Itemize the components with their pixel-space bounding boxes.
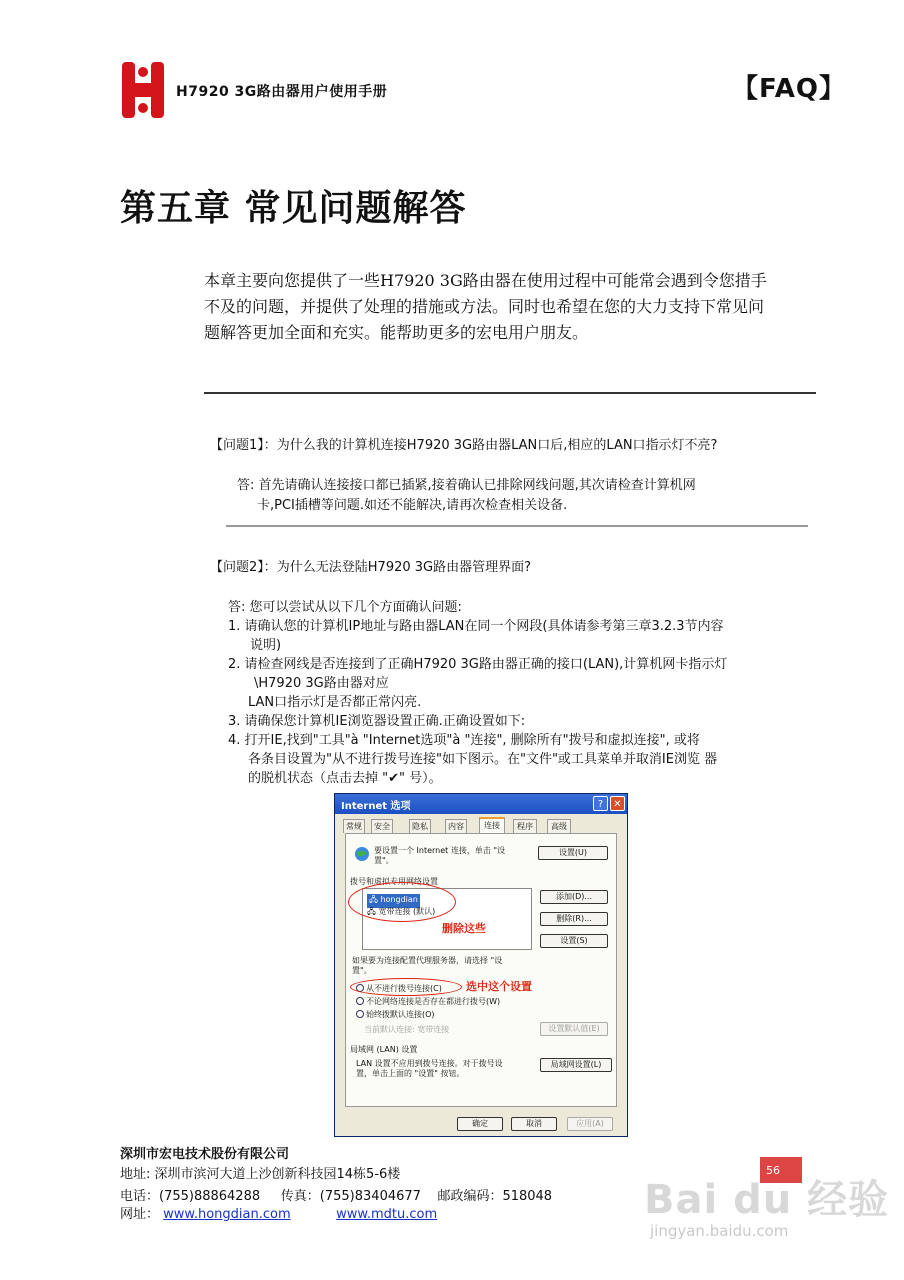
- item-number: 1.: [228, 619, 241, 634]
- dialog-title: Internet 选项: [341, 801, 411, 812]
- contact-line: [120, 1185, 552, 1204]
- lan-settings-button[interactable]: 局域网设置(L): [540, 1058, 612, 1072]
- tab-advanced[interactable]: 高级: [547, 819, 571, 833]
- phone: 电话：(755)88864288: [120, 1189, 261, 1204]
- annotation-oval: [348, 882, 456, 922]
- current-default-connection: 当前默认连接: 宽带连接: [364, 1025, 450, 1034]
- item-text: 打开IE,找到"工具"à "Internet选项"à "连接", 删除所有"拨号和虚拟连接", 或将: [244, 733, 700, 748]
- cancel-button[interactable]: 取消: [511, 1117, 557, 1131]
- company-logo: [122, 62, 164, 118]
- lan-text: LAN 设置不应用到拨号连接。对于拨号设: [356, 1059, 503, 1068]
- web-label: 网址：: [120, 1207, 160, 1222]
- tab-content[interactable]: 内容: [445, 819, 467, 833]
- remove-button[interactable]: 删除(R)...: [540, 912, 608, 926]
- lan-group-label: 局域网 (LAN) 设置: [350, 1045, 418, 1054]
- item-text: 请确认您的计算机IP地址与路由器LAN在同一个网段(具体请参考第三章3.2.3节内容: [244, 619, 724, 634]
- intro-line: 题解答更加全面和充实。能帮助更多的宏电用户朋友。: [204, 323, 589, 342]
- tab-programs[interactable]: 程序: [513, 819, 537, 833]
- divider: [226, 525, 808, 527]
- doc-title: H7920 3G路由器用户使用手册: [176, 84, 388, 100]
- annotation-delete: 删除这些: [442, 922, 486, 935]
- ok-button[interactable]: 确定: [457, 1117, 503, 1131]
- item-number: 2.: [228, 657, 241, 672]
- dialog-titlebar: [335, 794, 627, 814]
- answer-item-4: [228, 731, 828, 750]
- item-text: 请确保您计算机IE浏览器设置正确.正确设置如下:: [244, 714, 526, 729]
- answer-2: [228, 598, 828, 788]
- chapter-title: 第五章 常见问题解答: [120, 187, 467, 229]
- radio-dial-when-no-net-label: 不论网络连接是否存在都进行拨号(W): [366, 997, 501, 1006]
- baidu-watermark-url: jingyan.baidu.com: [650, 1222, 789, 1240]
- tab-connections[interactable]: 连接: [479, 817, 505, 834]
- set-default-button[interactable]: 设置默认值(E): [540, 1022, 608, 1036]
- proxy-text: 如果要为连接配置代理服务器，请选择 "设置"。: [352, 956, 503, 975]
- radio-never-label: 从不进行拨号连接(C): [366, 984, 442, 993]
- divider: [204, 392, 816, 394]
- tab-privacy[interactable]: 隐私: [409, 819, 431, 833]
- help-button[interactable]: ?: [593, 796, 608, 811]
- item-number: 3.: [228, 714, 241, 729]
- item-text: 请检查网线是否连接到了正确H7920 3G路由器正确的接口(LAN),计算机网卡指示灯: [244, 657, 728, 672]
- faq-tag: 【FAQ】: [732, 74, 847, 104]
- setup-button[interactable]: 设置(U): [538, 846, 608, 860]
- connection-icon: 🖧: [369, 895, 378, 904]
- answer-intro: 答: 您可以尝试从以下几个方面确认问题:: [228, 600, 462, 615]
- apply-button[interactable]: 应用(A): [567, 1117, 613, 1131]
- connection-name: 宽带连接 (默认): [378, 907, 436, 916]
- company-address: 地址: 深圳市滨河大道上沙创新科技园14栋5-6楼: [120, 1167, 401, 1182]
- item-number: 4.: [228, 733, 241, 748]
- tab-security[interactable]: 安全: [371, 819, 393, 833]
- answer-line: 答: 首先请确认连接接口都已插紧,接着确认已排除网线问题,其次请检查计算机网: [237, 478, 696, 493]
- answer-item-1: [228, 617, 828, 636]
- postcode: 邮政编码：518048: [437, 1189, 553, 1204]
- radio-dial-when-no-net[interactable]: [356, 997, 364, 1005]
- question-1: 【问题1】：为什么我的计算机连接H7920 3G路由器LAN口后,相应的LAN口指示灯不亮?: [210, 438, 718, 453]
- intro-line: 不及的问题，并提供了处理的措施或方法。同时也希望在您的大力支持下常见问: [204, 297, 765, 316]
- connection-name: hongdian: [380, 895, 418, 904]
- tab-general[interactable]: 常规: [343, 819, 365, 833]
- intro-line: 本章主要向您提供了一些H7920 3G路由器在使用过程中可能常会遇到令您措手: [204, 271, 767, 290]
- dialup-group-label: 拨号和虚拟专用网络设置: [350, 877, 438, 886]
- answer-line: 卡,PCI插槽等问题.如还不能解决,请再次检查相关设备.: [257, 498, 568, 513]
- answer-item-2-cont: LAN口指示灯是否都正常闪亮.: [248, 695, 422, 710]
- link-mdtu[interactable]: www.mdtu.com: [336, 1207, 438, 1222]
- settings-button[interactable]: 设置(S): [540, 934, 608, 948]
- company-name: 深圳市宏电技术股份有限公司: [120, 1147, 290, 1162]
- connection-icon: 🖧: [367, 907, 376, 916]
- question-2: 【问题2】：为什么无法登陆H7920 3G路由器管理界面?: [210, 560, 532, 575]
- connections-panel: [345, 833, 617, 1107]
- baidu-watermark: Bai du 经验: [644, 1177, 890, 1223]
- annotation-select: 选中这个设置: [466, 980, 532, 993]
- page-number: 56: [766, 1164, 780, 1177]
- answer-item-3: [228, 712, 828, 731]
- link-hongdian[interactable]: www.hongdian.com: [163, 1207, 291, 1222]
- globe-icon: [354, 846, 370, 862]
- answer-item-2: [228, 655, 828, 674]
- answer-item-4-cont: 的脱机状态（点击去掉 "✔" 号）。: [248, 771, 442, 786]
- radio-always-label: 始终拨默认连接(O): [366, 1010, 435, 1019]
- internet-options-dialog: [334, 793, 628, 1137]
- intro-paragraph: [204, 268, 814, 346]
- radio-always-dial[interactable]: [356, 1010, 364, 1018]
- add-button[interactable]: 添加(D)...: [540, 890, 608, 904]
- answer-item-2-cont: \H7920 3G路由器对应: [254, 676, 389, 691]
- answer-1: [237, 476, 696, 516]
- web-line: [120, 1203, 437, 1222]
- setup-text: 要设置一个 Internet 连接，单击 "设置"。: [374, 846, 506, 865]
- fax: 传真：(755)83404677: [280, 1189, 421, 1204]
- annotation-oval: [350, 978, 462, 996]
- answer-item-4-cont: 各条目设置为"从不进行拨号连接"如下图示。在"文件"或工具菜单并取消IE浏览 器: [248, 752, 718, 767]
- close-button[interactable]: ✕: [610, 796, 625, 811]
- lan-text: 置，单击上面的 "设置" 按钮。: [356, 1069, 465, 1078]
- answer-item-1-cont: 说明): [250, 638, 282, 653]
